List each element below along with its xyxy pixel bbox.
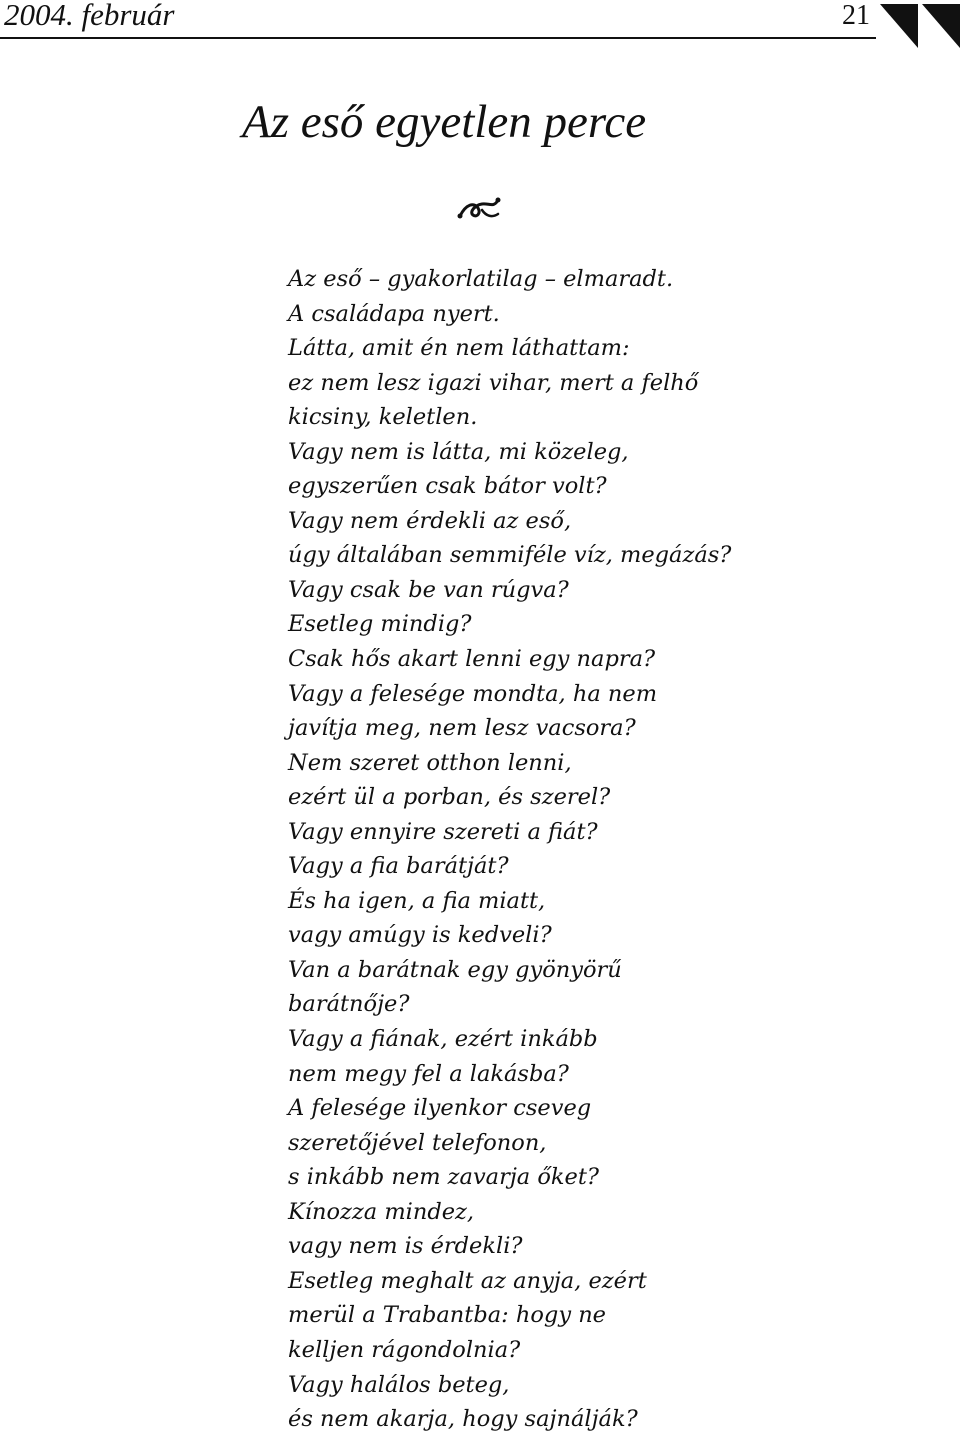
poem-line: Esetleg mindig? [288, 611, 472, 638]
poem-line: egyszerűen csak bátor volt? [288, 473, 607, 500]
poem-line: Az eső – gyakorlatilag – elmaradt. [288, 266, 674, 292]
poem-line: Vagy nem is látta, mi közeleg, [288, 438, 629, 465]
poem-line: barátnője? [288, 991, 410, 1018]
poem-line: Látta, amit én nem láthattam: [288, 335, 630, 362]
poem-line: Vagy a fia barátját? [288, 853, 509, 880]
poem-line: Kínozza mindez, [288, 1198, 475, 1225]
poem-line: úgy általában semmiféle víz, megázás? [288, 542, 732, 569]
poem-line: vagy nem is érdekli? [288, 1233, 523, 1260]
poem-line: Vagy nem érdekli az eső, [288, 507, 572, 534]
header-date: 2004. február [4, 0, 175, 32]
poem-line: A családapa nyert. [288, 300, 500, 327]
poem-line: és nem akarja, hogy sajnálják? [288, 1406, 638, 1433]
poem-line: vagy amúgy is kedveli? [288, 922, 552, 949]
poem-title: Az eső egyetlen perce [242, 96, 647, 148]
poem-body [288, 262, 731, 1437]
poem-line: Vagy a fiának, ezért inkább [288, 1026, 598, 1053]
poem-line: javítja meg, nem lesz vacsora? [288, 715, 636, 742]
poem-line: Vagy halálos beteg, [288, 1371, 510, 1398]
poem-line: És ha igen, a fia miatt, [288, 887, 546, 914]
page-header [0, 0, 960, 60]
poem-line: Vagy a felesége mondta, ha nem [288, 680, 658, 707]
poem-line: Csak hős akart lenni egy napra? [288, 646, 656, 673]
poem-line: szeretőjével telefonon, [288, 1129, 547, 1156]
poem-line: s inkább nem zavarja őket? [288, 1164, 599, 1191]
fleuron-ornament-icon [456, 196, 502, 222]
poem-line: Nem szeret otthon lenni, [288, 749, 572, 776]
header-rule [0, 37, 876, 39]
poem-line: A felesége ilyenkor cseveg [288, 1095, 592, 1122]
page-number: 21 [842, 0, 870, 31]
poem-line: kelljen rágondolnia? [288, 1336, 521, 1363]
poem-line: Van a barátnak egy gyönyörű [288, 956, 622, 983]
poem-line: ezért ül a porban, és szerel? [288, 784, 611, 811]
poem-line: ez nem lesz igazi vihar, mert a felhő [288, 369, 699, 396]
poem-line: nem megy fel a lakásba? [288, 1060, 569, 1087]
double-triangle-mark-icon [880, 4, 960, 48]
poem-line: Vagy csak be van rúgva? [288, 576, 569, 603]
poem-line: merül a Trabantba: hogy ne [288, 1302, 606, 1329]
poem-line: Vagy ennyire szereti a fiát? [288, 818, 598, 845]
poem-line: Esetleg meghalt az anyja, ezért [288, 1267, 647, 1294]
poem-line: kicsiny, keletlen. [288, 404, 478, 431]
